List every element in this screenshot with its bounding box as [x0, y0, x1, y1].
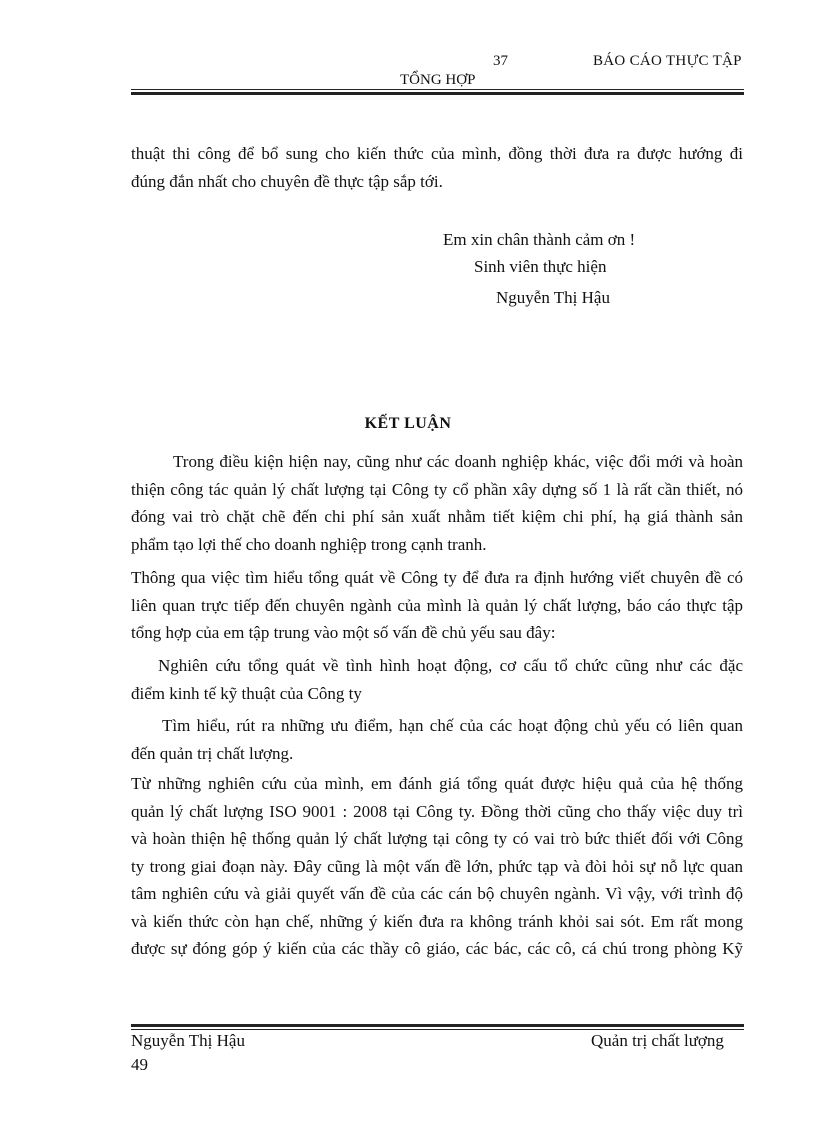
conclusion-paragraph-3 — [131, 652, 743, 707]
conclusion-paragraph-1 — [131, 448, 743, 558]
text-line: đúng đắn nhất cho chuyên đề thực tập sắp tới. — [131, 171, 443, 191]
text-line: đến quản trị chất lượng. — [131, 743, 294, 763]
conclusion-paragraph-5 — [131, 770, 743, 963]
signature-role: Sinh viên thực hiện — [474, 257, 607, 276]
footer-subject: Quản trị chất lượng — [591, 1031, 724, 1050]
section-heading: KẾT LUẬN — [364, 415, 452, 432]
text-line: và hoàn thiện hệ thống quản lý chất lượng tại công ty có vai trò bức thiết đối với Công — [131, 829, 743, 848]
text-line: liên quan trực tiếp đến chuyên ngành của mình là quản lý chất lượng, báo cáo thực tập — [131, 595, 743, 615]
text-line: thuật thi công để bổ sung cho kiến thức của mình, đồng thời đưa ra được hướng đi — [131, 144, 743, 163]
text-line: thiện công tác quản lý chất lượng tại Công ty cổ phần xây dựng số 1 là rất cần thiết, nó — [131, 479, 743, 499]
text-line: Trong điều kiện hiện nay, cũng như các doanh nghiệp khác, việc đổi mới và hoàn — [173, 452, 743, 471]
text-line: và kiến thức còn hạn chế, những ý kiến đưa ra không tránh khỏi sai sót. Em rất mong — [131, 911, 743, 931]
text-line: đóng vai trò chặt chẽ đến chi phí sản xuất nhằm tiết kiệm chi phí, hạ giá thành sản — [131, 507, 743, 526]
header-title: BÁO CÁO THỰC TẬP — [593, 53, 742, 69]
signature-name: Nguyễn Thị Hậu — [496, 288, 610, 307]
footer-author: Nguyễn Thị Hậu — [131, 1031, 245, 1050]
text-line: điểm kinh tế kỹ thuật của Công ty — [131, 683, 362, 703]
text-line: Tìm hiểu, rút ra những ưu điểm, hạn chế của các hoạt động chủ yếu có liên quan — [162, 716, 743, 735]
footer-page-number: 49 — [131, 1055, 148, 1074]
text-line: Nghiên cứu tổng quát về tình hình hoạt động, cơ cấu tổ chức cũng như các đặc — [158, 656, 743, 675]
header-subtitle: TỔNG HỢP — [400, 72, 476, 88]
header-page-number: 37 — [493, 53, 508, 69]
text-line: tổng hợp của em tập trung vào một số vấn đề chủ yếu sau đây: — [131, 623, 556, 642]
text-line: phẩm tạo lợi thế cho doanh nghiệp trong cạnh tranh. — [131, 534, 487, 554]
text-line: ty trong giai đoạn này. Đây cũng là một vấn đề lớn, phức tạp và đòi hỏi sự nỗ lực quan — [131, 856, 743, 876]
conclusion-paragraph-4 — [131, 712, 743, 767]
text-line: Từ những nghiên cứu của mình, em đánh giá tổng quát được hiệu quả của hệ thống — [131, 774, 743, 793]
text-line: được sự đóng góp ý kiến của các thầy cô giáo, các bác, các cô, cá chú trong phòng Kỹ — [131, 939, 743, 958]
text-line: Thông qua việc tìm hiểu tổng quát về Công ty để đưa ra định hướng viết chuyên đề có — [131, 568, 743, 587]
footer-rule — [131, 1024, 744, 1030]
intro-paragraph — [131, 140, 743, 195]
text-line: tâm nghiên cứu và giải quyết vấn đề của các cán bộ chuyên ngành. Vì vậy, với trình độ — [131, 884, 743, 903]
header-rule — [131, 89, 744, 95]
thanks-line: Em xin chân thành cảm ơn ! — [443, 230, 636, 249]
conclusion-paragraph-2 — [131, 564, 743, 647]
text-line: quản lý chất lượng ISO 9001 : 2008 tại Công ty. Đồng thời cũng cho thấy việc duy trì — [131, 801, 743, 821]
